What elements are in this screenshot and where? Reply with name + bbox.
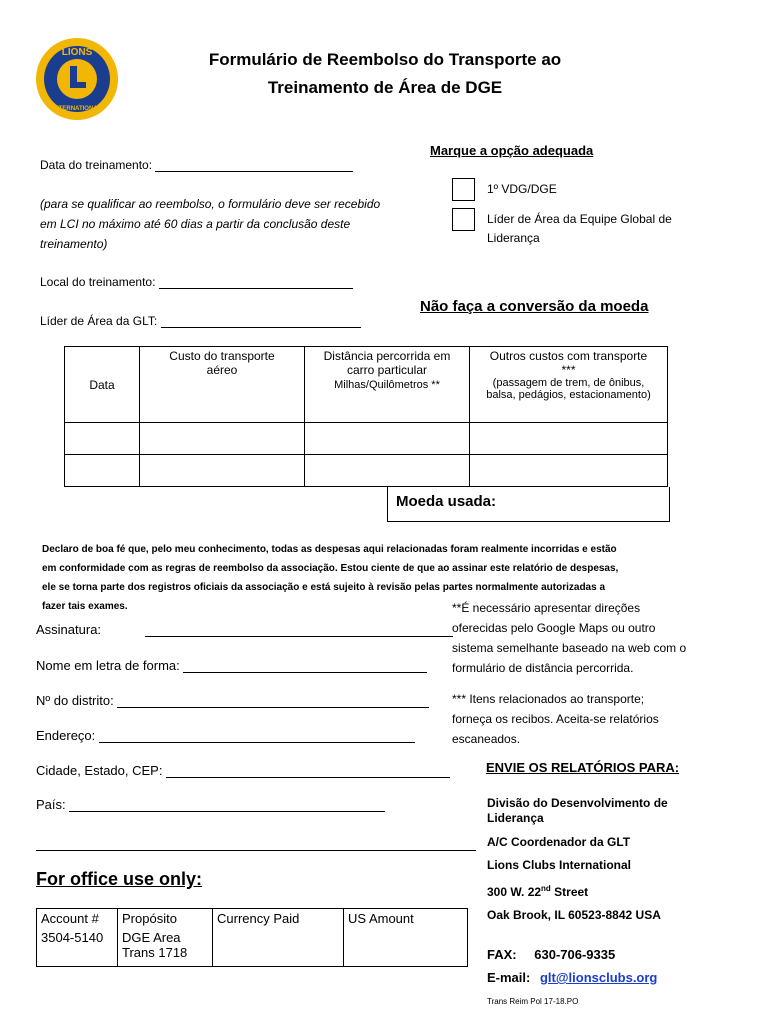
cell-air-cost[interactable] xyxy=(140,455,305,487)
cell-other-costs[interactable] xyxy=(470,455,668,487)
address-input[interactable] xyxy=(99,729,415,743)
form-title xyxy=(150,46,620,102)
print-name-field xyxy=(36,658,427,673)
option-area-leader-label: Líder de Área da Equipe Global de Liderança xyxy=(487,212,672,245)
print-name-label: Nome em letra de forma: xyxy=(36,658,180,673)
city-input[interactable] xyxy=(166,764,450,778)
options-heading: Marque a opção adequada xyxy=(430,143,594,158)
send-to-heading: ENVIE OS RELATÓRIOS PARA: xyxy=(486,760,680,775)
district-input[interactable] xyxy=(117,694,429,708)
signature-field xyxy=(36,622,453,637)
office-header-account: Account # xyxy=(37,909,118,929)
header-date: Data xyxy=(65,347,140,423)
office-use-table xyxy=(36,908,468,967)
signature-label: Assinatura: xyxy=(36,622,102,637)
table-row xyxy=(65,423,668,455)
city-label: Cidade, Estado, CEP: xyxy=(36,763,163,778)
send-to-address: Divisão do Desenvolvimento de Liderança A/C Coordenador da GLT Lions Clubs International 300 W. 22nd Street Oak Brook, IL 60523-8842 USA xyxy=(487,796,668,922)
svg-text:INTERNATIONAL: INTERNATIONAL xyxy=(52,106,102,112)
address-label: Endereço: xyxy=(36,728,96,743)
cell-car-distance[interactable] xyxy=(305,455,470,487)
declaration-text: Declaro de boa fé que, pelo meu conhecimento, todas as despesas aqui relacionadas foram realmente incorridas e estão em conformidade com as regras de reembolso da associação. Estou ciente de que ao assinar este relatório de despesas, ele se torna parte dos registros oficiais da associação e está sujeito à revisão pelas partes normalmente autorizadas a fazer tais exames. xyxy=(42,544,619,612)
glt-leader-field xyxy=(40,314,361,328)
country-label: País: xyxy=(36,797,66,812)
divider-line xyxy=(36,850,476,851)
training-location-field xyxy=(40,275,353,289)
expense-table xyxy=(64,346,668,487)
title-line2: Treinamento de Área de DGE xyxy=(267,78,503,97)
cell-date[interactable] xyxy=(65,455,140,487)
distance-note: **É necessário apresentar direções oferecidas pelo Google Maps ou outro sistema semelhante baseado na web com o formulário de distância percorrida. xyxy=(452,601,687,675)
training-date-label: Data do treinamento: xyxy=(40,158,153,172)
receipts-note: *** Itens relacionados ao transporte; forneça os recibos. Aceita-se relatórios escaneados. xyxy=(452,692,659,746)
fax-line xyxy=(487,947,615,962)
form-code: Trans Reim Pol 17-18.PO xyxy=(487,997,579,1006)
signature-input[interactable] xyxy=(145,623,453,637)
training-location-input[interactable] xyxy=(159,276,353,289)
glt-leader-label: Líder de Área da GLT: xyxy=(40,314,158,328)
city-field xyxy=(36,763,450,778)
option-vdg-dge-label: 1º VDG/DGE xyxy=(487,182,557,196)
title-line1: Formulário de Reembolso do Transporte ao xyxy=(208,50,562,69)
country-field xyxy=(36,797,385,812)
qualification-note: (para se qualificar ao reembolso, o formulário deve ser recebido em LCI no máximo até 60 dias a partir da conclusão deste treinamento) xyxy=(40,197,381,251)
office-account-value: 3504-5140 xyxy=(37,928,118,966)
checkbox-vdg-dge[interactable] xyxy=(452,178,475,201)
district-label: Nº do distrito: xyxy=(36,693,114,708)
cell-date[interactable] xyxy=(65,423,140,455)
print-name-input[interactable] xyxy=(183,659,427,673)
training-location-label: Local do treinamento: xyxy=(40,275,156,289)
no-conversion-notice: Não faça a conversão da moeda xyxy=(420,298,649,315)
table-row xyxy=(65,455,668,487)
cell-air-cost[interactable] xyxy=(140,423,305,455)
glt-leader-input[interactable] xyxy=(161,315,361,328)
office-purpose-value: DGE Area Trans 1718 xyxy=(118,928,213,966)
address-field xyxy=(36,728,415,743)
fax-label: FAX: xyxy=(487,947,517,962)
currency-used-box[interactable] xyxy=(387,487,670,522)
training-date-input[interactable] xyxy=(155,159,353,172)
fax-value: 630-706-9335 xyxy=(534,947,616,962)
email-link[interactable]: glt@lionsclubs.org xyxy=(539,970,658,985)
cell-car-distance[interactable] xyxy=(305,423,470,455)
svg-text:LIONS: LIONS xyxy=(61,47,93,58)
checkbox-area-leader[interactable] xyxy=(452,208,475,231)
email-line xyxy=(487,970,657,985)
cell-other-costs[interactable] xyxy=(470,423,668,455)
office-header-amount: US Amount xyxy=(344,909,468,967)
training-date-field xyxy=(40,158,353,172)
office-header-currency: Currency Paid xyxy=(213,909,344,967)
office-header-purpose: Propósito xyxy=(118,909,213,929)
district-field xyxy=(36,693,429,708)
office-use-heading: For office use only: xyxy=(36,869,203,889)
header-car-distance: Distância percorrida em carro particular Milhas/Quilômetros ** xyxy=(305,347,470,423)
header-air-cost: Custo do transporte aéreo xyxy=(140,347,305,423)
country-input[interactable] xyxy=(69,798,385,812)
header-other-costs: Outros custos com transporte *** (passagem de trem, de ônibus, balsa, pedágios, estacionamento) xyxy=(470,347,668,423)
email-label: E-mail: xyxy=(487,970,531,985)
currency-used-label: Moeda usada: xyxy=(396,493,497,510)
lions-logo xyxy=(34,36,120,122)
